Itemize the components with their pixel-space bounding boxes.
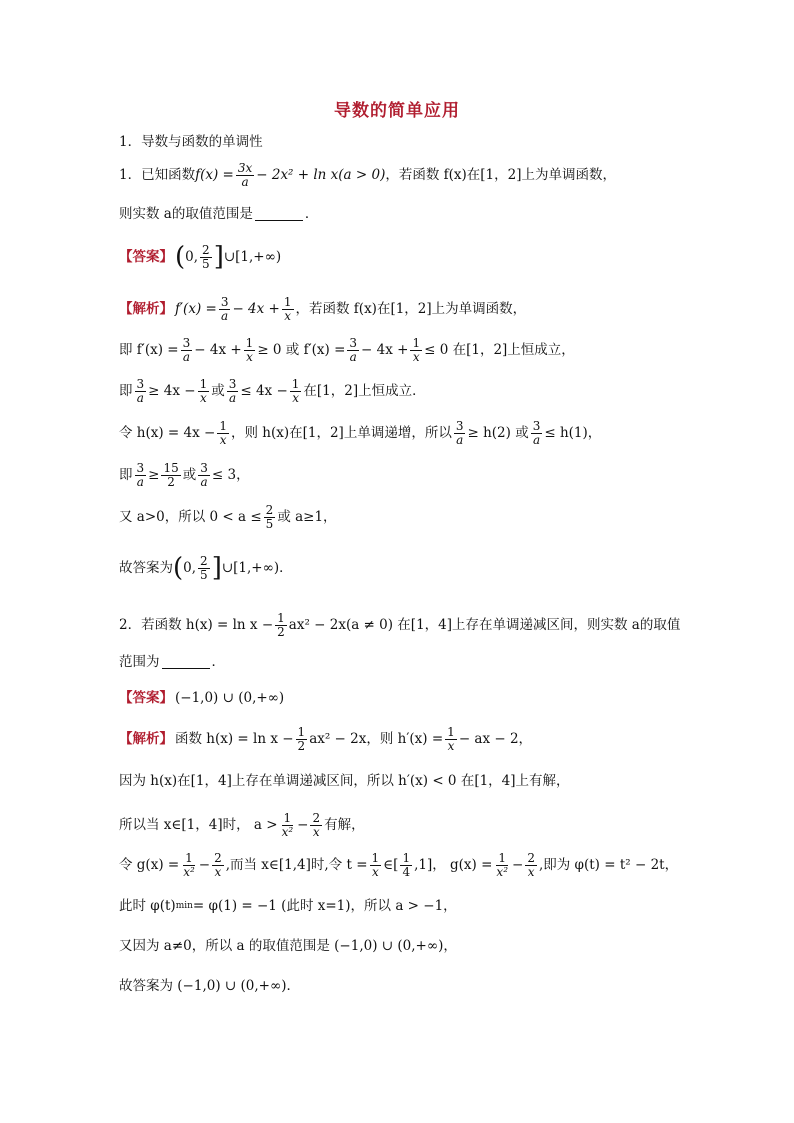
answer-blank [162,656,210,669]
section-heading: 1．导数与函数的单调性 [119,134,263,150]
q1-statement: 1．已知函数 f(x) = $\frac{3x}{a}$ − 2x² + ln x(a > 0) ，若函数 f(x)在[1，2]上为单调函数， [119,161,616,189]
q1-analysis-1: 【解析】 f′(x) = $\frac{3}{a}$ − 4x + $\frac{1}{x}$ ，若函数 f(x)在[1，2]上为单调函数， [119,295,527,323]
q1-answer: 【答案】 ( 0, 2 5 ] ∪[1,+∞) [119,242,282,273]
q2-analysis-6: 又因为 a≠0，所以 a 的取值范围是 (−1,0) ∪ (0,+∞)， [119,938,457,954]
q2-analysis-5: 此时 φ(t) min = φ(1) = −1 (此时 x=1)，所以 a > −1， [119,898,457,914]
q1-analysis-4: 令 h(x) = 4x − $\frac{1}{x}$ ，则 h(x)在[1，2]上单调递增，所以 $\frac{3}{a}$ ≥ h(2) 或 $\frac{3}{a}$ ≤ h(1)， [119,419,602,447]
q2-answer: 【答案】 (−1,0) ∪ (0,+∞) [119,690,285,706]
q2-analysis-2: 因为 h(x)在[1，4]上存在单调递减区间，所以 h′(x) < 0 在[1，4]上有解， [119,773,570,789]
q2-ask: 范围为 ． [119,654,225,670]
q2-statement: 2．若函数 h(x) = ln x − $\frac{1}{2}$ ax² − 2x(a ≠ 0) 在[1，4]上存在单调递减区间，则实数 a的取值 [119,611,681,639]
q2-analysis-3: 所以当 x∈[1，4]时， a > 1 x² − $\frac{2}{x}$ 有解， [119,811,365,839]
q1-analysis-6: 又 a>0，所以 0 < a ≤ $\frac{2}{5}$ 或 a≥1， [119,503,337,531]
q2-analysis-7: 故答案为 (−1,0) ∪ (0,+∞)． [119,978,300,994]
q1-ask: 则实数 a的取值范围是 ． [119,206,319,222]
q1-analysis-7: 故答案为 ( 0, 2 5 ] ∪[1,+∞) ． [119,553,293,584]
q2-analysis-4: 令 g(x) = $\frac{1}{\text{x²}}$ − $\frac{2}{x}$ ,而当 x∈[1,4]时,令 t = $\frac{1}{x}$ ∈[ 1 4 ,1]， g(x) = $\frac{1}{\text{x²}}$ − $\frac{2}{x}$ ,即为 φ(t) = t² − 2t， [119,851,679,879]
q2-analysis-1: 【解析】 函数 h(x) = ln x − $\frac{1}{2}$ ax² − 2x，则 h′(x) = $\frac{1}{x}$ − ax − 2， [119,725,533,753]
answer-blank [255,208,303,221]
page-title: 导数的简单应用 [334,101,460,121]
q1-analysis-5: 即 $\frac{3}{a}$ ≥ $\frac{15}{2}$ 或 $\frac{3}{a}$ ≤ 3， [119,461,250,489]
q1-analysis-2: 即 f′(x) = $\frac{3}{a}$ − 4x + $\frac{1}{x}$ ≥ 0 或 f′(x) = $\frac{3}{a}$ − 4x + $\frac{1}{x}$ ≤ 0 在[1，2]上恒成立， [119,336,575,364]
q1-analysis-3: 即 $\frac{3}{a}$ ≥ 4x − $\frac{1}{x}$ 或 $\frac{3}{a}$ ≤ 4x − $\frac{1}{x}$ 在[1，2]上恒成立． [119,377,426,405]
